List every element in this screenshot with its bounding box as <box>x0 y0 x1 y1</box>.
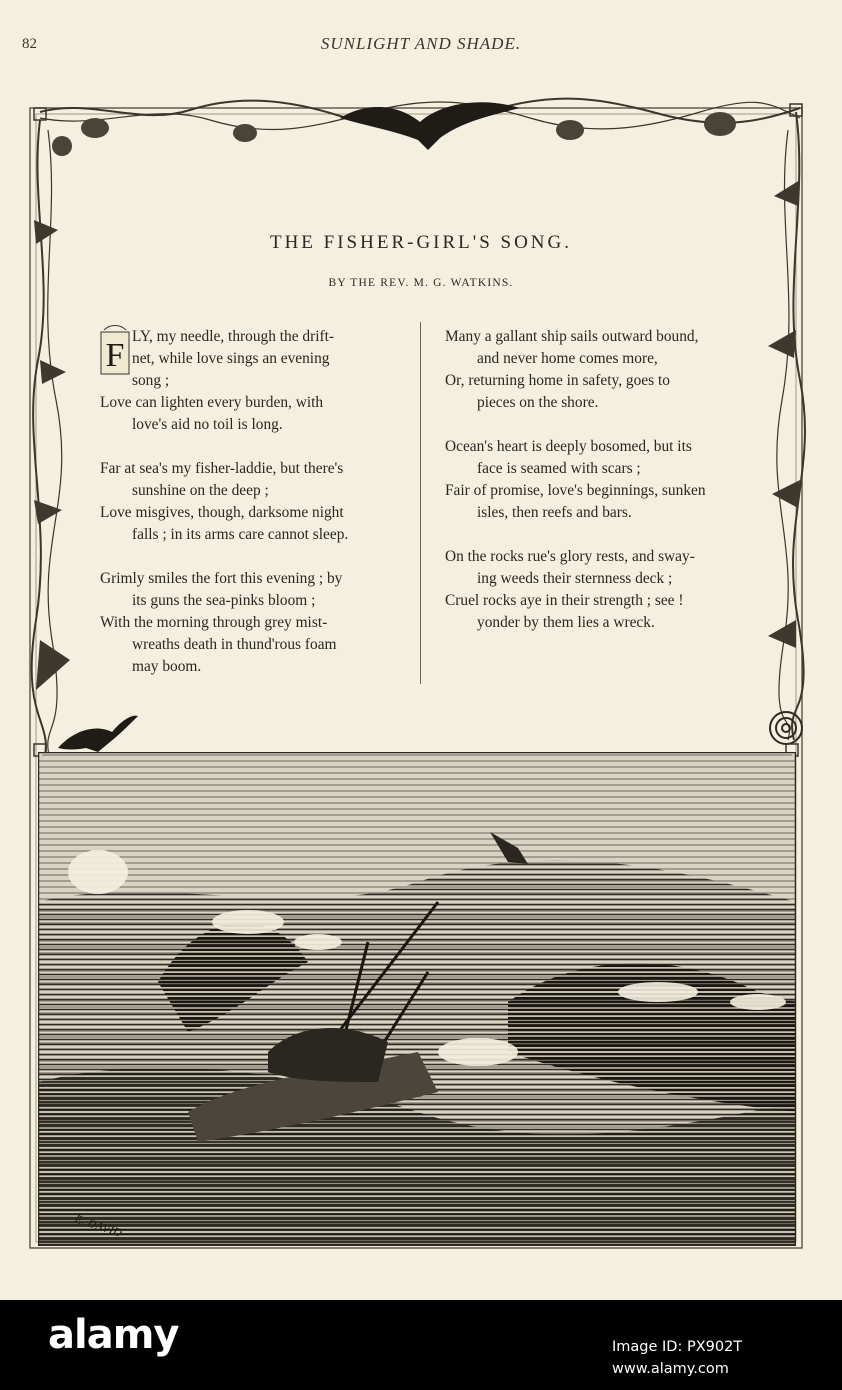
poem-line: song ; <box>132 372 170 389</box>
poem-line: On the rocks rue's glory rests, and sway- <box>445 548 695 565</box>
poem-line: love's aid no toil is long. <box>132 416 283 433</box>
svg-text:F: F <box>105 337 125 374</box>
seabird-icon <box>58 716 138 752</box>
stanza <box>445 326 747 414</box>
poem-line: Fair of promise, love's beginnings, sunken <box>445 482 706 499</box>
footer-info <box>612 1336 742 1380</box>
running-head: SUNLIGHT AND SHADE. <box>320 34 522 53</box>
poem-line: Cruel rocks aye in their strength ; see ! <box>445 592 684 609</box>
poem-line: its guns the sea-pinks bloom ; <box>132 592 316 609</box>
poem-title: THE FISHER-GIRL'S SONG. <box>269 232 573 253</box>
poem-line: may boom. <box>132 658 202 675</box>
stanza <box>100 568 400 678</box>
footer-url-link[interactable]: www.alamy.com <box>612 1361 729 1377</box>
poem-line: face is seamed with scars ; <box>477 460 641 477</box>
poem-line: Love can lighten every burden, with <box>100 394 324 411</box>
poem-line: and never home comes more, <box>477 350 658 367</box>
eagle-top-icon <box>340 102 520 150</box>
poem-right-column <box>445 326 747 656</box>
stanza <box>445 436 747 524</box>
poem-line: net, while love sings an evening <box>132 350 330 367</box>
poem-line: Many a gallant ship sails outward bound, <box>445 328 699 345</box>
ornamental-drop-cap-icon <box>100 324 130 376</box>
poem-line: ing weeds their sternness deck ; <box>477 570 673 587</box>
engraver-signature: E. DAVID <box>73 1211 124 1240</box>
poem-line: Grimly smiles the fort this evening ; by <box>100 570 343 587</box>
image-id: Image ID: PX902T <box>612 1339 743 1355</box>
poem-line: Or, returning home in safety, goes to <box>445 372 670 389</box>
nautilus-shell-icon <box>770 712 802 744</box>
stanza <box>100 326 400 436</box>
poem-line: Far at sea's my fisher-laddie, but there's <box>100 460 344 477</box>
poem-line: Love misgives, though, darksome night <box>100 504 344 521</box>
page-number: 82 <box>22 36 37 52</box>
alamy-logo: alamy <box>48 1312 179 1358</box>
column-divider <box>420 322 421 684</box>
poem-line: isles, then reefs and bars. <box>477 504 632 521</box>
poem-line: Ocean's heart is deeply bosomed, but its <box>445 438 692 455</box>
poem-byline: BY THE REV. M. G. WATKINS. <box>328 277 514 289</box>
poem-line: yonder by them lies a wreck. <box>477 614 655 631</box>
stanza <box>100 458 400 546</box>
poem-line: sunshine on the deep ; <box>132 482 269 499</box>
shipwreck-engraving <box>38 752 796 1246</box>
poem-line: falls ; in its arms care cannot sleep. <box>132 526 349 543</box>
poem-line: LY, my needle, through the drift- <box>132 328 335 345</box>
poem-line: With the morning through grey mist- <box>100 614 328 631</box>
stanza <box>445 546 747 634</box>
poem-left-column <box>100 326 400 700</box>
poem-line: wreaths death in thund'rous foam <box>132 636 337 653</box>
poem-line: pieces on the shore. <box>477 394 599 411</box>
